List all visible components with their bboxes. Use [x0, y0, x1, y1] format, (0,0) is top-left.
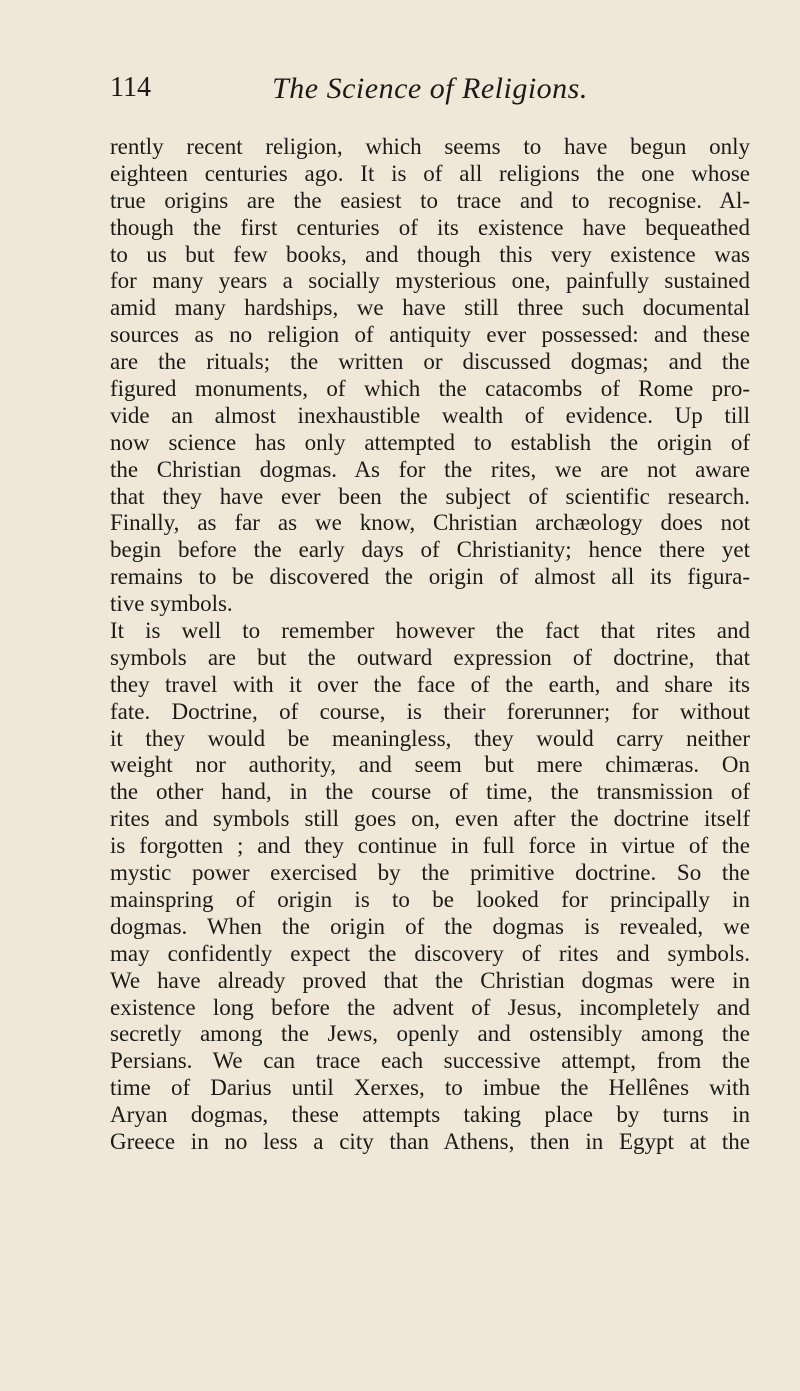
text-line: dogmas. When the origin of the dogmas is revealed, we	[110, 913, 750, 939]
text-line: to us but few books, and though this very existence was	[110, 241, 750, 267]
body-text	[110, 134, 750, 1156]
text-line: symbols are but the outward expression of doctrine, that	[110, 644, 750, 670]
text-line: Aryan dogmas, these attempts taking place by turns in	[110, 1102, 750, 1128]
text-line: it they would be meaningless, they would carry neither	[110, 725, 750, 751]
text-line: remains to be discovered the origin of almost all its figura-	[110, 564, 750, 590]
text-line: are the rituals; the written or discussed dogmas; and the	[110, 349, 750, 375]
text-line: figured monuments, of which the catacombs of Rome pro-	[110, 376, 750, 402]
text-line: time of Darius until Xerxes, to imbue the Hellênes with	[110, 1075, 750, 1101]
text-line: vide an almost inexhaustible wealth of evidence. Up till	[110, 402, 750, 428]
text-line: mystic power exercised by the primitive doctrine. So the	[110, 860, 750, 886]
text-line: that they have ever been the subject of scientific research.	[110, 483, 750, 509]
text-line: though the first centuries of its existence have bequeathed	[110, 214, 750, 240]
text-line: secretly among the Jews, openly and ostensibly among the	[110, 1021, 750, 1047]
text-line: weight nor authority, and seem but mere chimæras. On	[110, 752, 750, 778]
text-line: true origins are the easiest to trace and to recognise. Al-	[110, 187, 750, 213]
text-line: for many years a socially mysterious one, painfully sustained	[110, 268, 750, 294]
text-line: tive symbols.	[110, 591, 233, 617]
page-number: 114	[110, 72, 151, 103]
text-line: rently recent religion, which seems to have begun only	[110, 134, 750, 159]
text-line: Finally, as far as we know, Christian archæology does not	[110, 510, 750, 536]
text-line: begin before the early days of Christianity; hence there yet	[110, 537, 750, 563]
text-line: sources as no religion of antiquity ever possessed: and these	[110, 322, 750, 348]
text-line: Persians. We can trace each successive attempt, from the	[110, 1048, 750, 1074]
text-line: mainspring of origin is to be looked for principally in	[110, 886, 750, 912]
text-line: amid many hardships, we have still three such documental	[110, 295, 750, 321]
text-line: the other hand, in the course of time, the transmission of	[110, 779, 750, 805]
text-line: fate. Doctrine, of course, is their forerunner; for without	[110, 698, 750, 724]
text-line: eighteen centuries ago. It is of all religions the one whose	[110, 160, 750, 186]
text-line: the Christian dogmas. As for the rites, we are not aware	[110, 456, 750, 482]
text-line: may confidently expect the discovery of rites and symbols.	[110, 940, 750, 966]
text-line: It is well to remember however the fact that rites and	[110, 618, 750, 644]
text-line: they travel with it over the face of the earth, and share its	[110, 671, 750, 697]
text-line: rites and symbols still goes on, even after the doctrine itself	[110, 806, 750, 832]
text-line: existence long before the advent of Jesus, incompletely and	[110, 994, 750, 1020]
text-line: Greece in no less a city than Athens, then in Egypt at the	[110, 1128, 750, 1154]
text-line: We have already proved that the Christian dogmas were in	[110, 967, 750, 993]
text-line: is forgotten ; and they continue in full force in virtue of the	[110, 833, 750, 859]
text-line: now science has only attempted to establish the origin of	[110, 429, 750, 455]
running-title: The Science of Religions.	[272, 72, 588, 105]
page-header	[110, 72, 750, 112]
